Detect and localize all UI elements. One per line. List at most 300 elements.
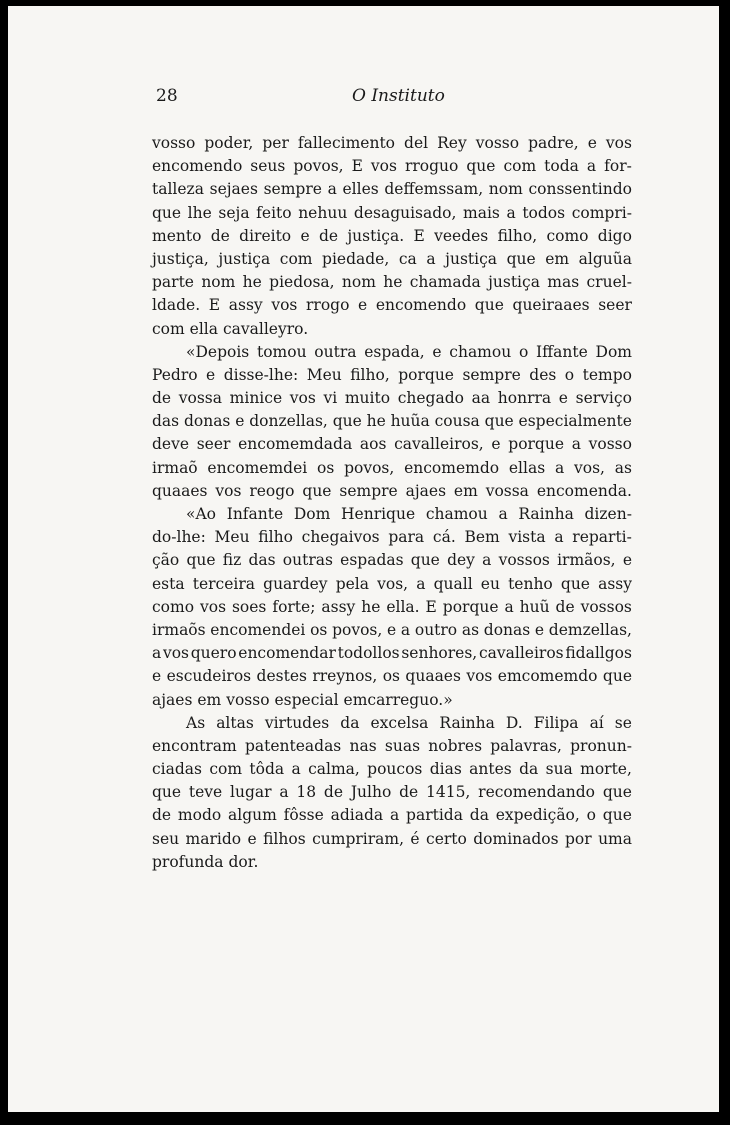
word: cavalleyro. — [222, 319, 309, 338]
word: vos — [605, 134, 632, 152]
text-line — [152, 410, 632, 433]
word: chegado — [397, 389, 464, 408]
word: como — [152, 597, 195, 616]
text-line — [152, 689, 632, 712]
word: e — [235, 412, 245, 431]
word: poucos — [367, 760, 423, 779]
word: quaaes — [152, 481, 208, 500]
word: assy — [321, 597, 356, 616]
word: escudeiros — [166, 667, 252, 686]
word: ajaes — [152, 690, 193, 709]
word: ellas — [508, 458, 546, 477]
word: ca — [398, 249, 417, 268]
word: tomou — [256, 342, 307, 361]
word: cruel- — [586, 273, 632, 292]
word: altas — [216, 713, 254, 732]
word: tôda — [249, 760, 285, 779]
word: a — [279, 783, 289, 802]
word: pela — [335, 574, 369, 593]
word: porque — [508, 435, 565, 454]
word: poder, — [204, 134, 254, 152]
word: especialmente — [518, 412, 632, 431]
word: ella — [189, 319, 219, 338]
word: fallecimento — [297, 134, 396, 152]
word: outras — [282, 551, 333, 570]
word: muito — [344, 389, 391, 408]
text-line — [152, 294, 632, 317]
word: queiraaes — [512, 296, 590, 315]
word: e — [152, 667, 162, 686]
word: nehuu — [298, 203, 348, 222]
word: ajaes — [405, 481, 447, 500]
word: nas — [349, 736, 377, 755]
word: a — [482, 551, 492, 570]
word: tenho — [508, 574, 553, 593]
word: povos, — [293, 157, 344, 176]
word: de — [399, 783, 419, 802]
word: nom — [488, 180, 523, 199]
text-line — [152, 526, 632, 549]
word: outro — [414, 620, 458, 639]
word: vossos — [498, 551, 550, 570]
word: calma, — [308, 760, 360, 779]
text-line — [152, 503, 632, 526]
page-header — [156, 86, 632, 110]
text-line — [152, 596, 632, 619]
word: piedosa, — [269, 273, 335, 292]
word: Infante — [226, 505, 284, 523]
word: As — [186, 713, 206, 732]
text-line — [152, 642, 632, 665]
word: a — [571, 435, 581, 454]
word: cumpriram, — [312, 829, 405, 848]
word: demzellas, — [548, 620, 632, 639]
word: a — [291, 760, 301, 779]
word: sempre — [263, 180, 322, 199]
word: dizen- — [584, 505, 632, 523]
word: cá. — [432, 528, 456, 547]
word: cavalleiros — [478, 644, 564, 663]
word: porque — [442, 597, 499, 616]
word: justiça — [218, 249, 271, 268]
word: que — [484, 412, 514, 431]
word: as — [461, 620, 480, 639]
body-text — [152, 132, 632, 874]
word: vos, — [377, 574, 409, 593]
word: mais — [463, 203, 500, 222]
word: «Depois — [186, 342, 250, 361]
word: vos, — [573, 458, 605, 477]
word: per — [262, 134, 289, 152]
word: a — [504, 597, 514, 616]
word: E — [425, 597, 437, 616]
word: parte — [152, 273, 194, 292]
word: aa — [471, 389, 491, 408]
word: sempre — [462, 365, 521, 384]
word: se — [614, 713, 632, 732]
word: E — [351, 157, 363, 176]
word: E — [413, 226, 425, 245]
word: soes — [231, 597, 267, 616]
word: vossos — [580, 597, 632, 616]
word: povos, — [344, 458, 395, 477]
word: justiça — [445, 249, 498, 268]
word: reogo — [249, 481, 295, 500]
word: Pedro — [152, 365, 198, 384]
word: todollos — [337, 644, 400, 663]
text-line — [152, 804, 632, 827]
word: emcarreguo.» — [343, 690, 453, 709]
word: que — [152, 203, 182, 222]
word: para — [388, 528, 425, 547]
word: fôsse — [283, 806, 324, 825]
word: encomendar — [238, 644, 336, 663]
text-line — [152, 781, 632, 804]
word: desaguisado, — [353, 203, 457, 222]
word: 18 — [296, 783, 317, 802]
word: certo — [426, 829, 467, 848]
word: que — [560, 574, 590, 593]
word: esta — [152, 574, 185, 593]
word: assy — [228, 296, 263, 315]
word: vosso — [475, 134, 520, 152]
word: a — [554, 458, 565, 477]
word: excelsa — [370, 713, 429, 732]
text-line — [152, 549, 632, 572]
word: Julho — [350, 783, 392, 802]
word: morte, — [580, 760, 632, 779]
text-line — [152, 828, 632, 851]
word: do-lhe: — [152, 528, 206, 547]
word: vosso — [588, 435, 632, 454]
word: das — [152, 412, 180, 431]
word: a — [586, 157, 597, 176]
word: donas — [483, 620, 531, 639]
word: fiz — [222, 551, 242, 570]
word: donas — [183, 412, 231, 431]
word: irmaõ — [152, 458, 198, 477]
word: a — [400, 620, 411, 639]
word: aí — [589, 713, 604, 732]
text-line — [152, 364, 632, 387]
word: que — [474, 296, 504, 315]
word: expedição, — [495, 806, 580, 825]
word: partida — [406, 806, 463, 825]
word: os — [310, 620, 328, 639]
running-title: O Instituto — [352, 86, 445, 106]
word: adiada — [330, 806, 384, 825]
word: encontram — [152, 736, 237, 755]
word: encomenda. — [536, 481, 632, 500]
word: dominados — [473, 829, 559, 848]
text-line — [152, 665, 632, 688]
word: fidallgos — [565, 644, 632, 663]
word: chamada — [409, 273, 481, 292]
word: e — [247, 829, 257, 848]
word: de — [318, 226, 339, 245]
word: a — [327, 180, 337, 199]
word: digo — [597, 226, 632, 245]
word: donzellas, — [249, 412, 328, 431]
word: outra — [314, 342, 357, 361]
word: e — [558, 389, 568, 408]
word: quero — [190, 644, 237, 663]
word: he — [366, 412, 386, 431]
word: virtudes — [264, 713, 330, 732]
word: mento — [152, 226, 202, 245]
word: que — [602, 667, 632, 686]
word: vos — [289, 389, 316, 408]
word: honrra — [497, 389, 552, 408]
word: espada, — [364, 342, 425, 361]
word: que — [602, 806, 632, 825]
word: de — [210, 226, 230, 245]
word: filho — [258, 528, 293, 547]
word: rreynos, — [312, 667, 378, 686]
word: patenteadas — [244, 736, 342, 755]
word: das — [248, 551, 276, 570]
word: forte; — [272, 597, 316, 616]
text-line — [152, 155, 632, 178]
word: marido — [185, 829, 242, 848]
text-line — [152, 619, 632, 642]
word: Henrique — [341, 505, 416, 523]
word: especial — [274, 690, 339, 709]
text-line — [152, 271, 632, 294]
word: teve — [188, 783, 223, 802]
word: aos — [359, 435, 387, 454]
text-line — [152, 248, 632, 271]
word: filho, — [497, 226, 538, 245]
word: vi — [323, 389, 338, 408]
word: encomendo — [375, 296, 467, 315]
word: sempre — [339, 481, 398, 500]
word: antes — [469, 760, 512, 779]
word: vos — [162, 644, 190, 663]
word: cavalleiros, — [394, 435, 484, 454]
word: como — [546, 226, 589, 245]
word: encomemdo — [404, 458, 500, 477]
word: Meu — [214, 528, 250, 547]
word: tempo — [582, 365, 632, 384]
word: nom — [201, 273, 236, 292]
word: porque — [398, 365, 454, 384]
word: justiça, — [152, 249, 209, 268]
text-line — [152, 178, 632, 201]
word: e — [206, 365, 216, 384]
word: encomemdada — [238, 435, 353, 454]
word: 1415, — [425, 783, 471, 802]
word: com — [152, 319, 185, 338]
word: vossa — [178, 389, 223, 408]
page-number: 28 — [156, 86, 178, 106]
word: algum — [228, 806, 277, 825]
word: irmãos, — [557, 551, 616, 570]
word: seja — [218, 203, 250, 222]
word: sua — [545, 760, 573, 779]
word: as — [614, 458, 632, 477]
word: e — [358, 296, 368, 315]
word: serviço — [575, 389, 632, 408]
word: em — [197, 690, 222, 709]
word: em — [545, 249, 570, 268]
word: alguũa — [578, 249, 632, 268]
word: todos — [522, 203, 566, 222]
word: he — [361, 597, 381, 616]
word: Rey — [437, 134, 467, 152]
word: seer — [196, 435, 231, 454]
word: vos — [370, 157, 397, 176]
word: da — [340, 713, 360, 732]
word: os — [317, 458, 335, 477]
word: chamou — [425, 505, 488, 523]
book-page — [8, 6, 719, 1112]
word: minice — [229, 389, 283, 408]
word: espadas — [340, 551, 404, 570]
word: filhos — [263, 829, 306, 848]
word: mas — [547, 273, 580, 292]
word: toda — [544, 157, 579, 176]
word: irmaõs — [152, 620, 206, 639]
word: guardey — [263, 574, 328, 593]
word: sejaes — [209, 180, 258, 199]
word: povos, — [332, 620, 383, 639]
word: conssentindo — [528, 180, 632, 199]
word: e — [534, 620, 545, 639]
word: Filipa — [533, 713, 579, 732]
text-line — [152, 480, 632, 503]
word: Rainha — [439, 713, 495, 732]
word: vossa — [485, 481, 529, 500]
word: a — [506, 203, 516, 222]
text-line — [152, 573, 632, 596]
word: quall — [433, 574, 473, 593]
word: for- — [604, 157, 632, 176]
word: piedade, — [322, 249, 390, 268]
word: o — [518, 342, 529, 361]
word: justiça. — [347, 226, 405, 245]
word: dey — [447, 551, 475, 570]
word: que — [410, 551, 440, 570]
word: com — [503, 157, 537, 176]
word: e — [587, 134, 597, 152]
word: rrogo — [306, 296, 350, 315]
word: vos — [271, 296, 298, 315]
word: ella. — [386, 597, 420, 616]
word: ção — [152, 551, 180, 570]
word: he — [383, 273, 403, 292]
word: vosso — [226, 690, 270, 709]
word: emcomemdo — [497, 667, 598, 686]
word: Rainha — [518, 505, 574, 523]
word: deffemssam, — [384, 180, 484, 199]
word: a — [389, 806, 400, 825]
word: Bem — [464, 528, 500, 547]
word: huũa — [390, 412, 430, 431]
text-line — [152, 851, 632, 874]
word: que — [466, 157, 496, 176]
word: profunda — [152, 852, 224, 871]
word: assy — [598, 574, 632, 593]
word: chegaivos — [301, 528, 380, 547]
word: a — [498, 505, 508, 523]
word: e — [622, 551, 632, 570]
word: com — [209, 760, 243, 779]
word: vos — [215, 481, 242, 500]
word: justiça — [488, 273, 540, 292]
word: a — [426, 249, 436, 268]
word: suas — [384, 736, 421, 755]
word: huũ — [519, 597, 550, 616]
word: compri- — [571, 203, 632, 222]
word: destes — [256, 667, 307, 686]
word: vos — [466, 667, 493, 686]
word: terceira — [192, 574, 256, 593]
text-line — [152, 202, 632, 225]
word: eu — [480, 574, 500, 593]
word: talleza — [152, 180, 204, 199]
word: Dom — [293, 505, 331, 523]
text-line — [152, 341, 632, 364]
word: encomemdei — [207, 458, 308, 477]
text-line — [152, 387, 632, 410]
word: com — [279, 249, 313, 268]
word: Iffante — [536, 342, 588, 361]
word: e — [387, 620, 397, 639]
word: chamou — [449, 342, 512, 361]
word: veedes — [434, 226, 489, 245]
word: é — [410, 829, 420, 848]
word: em — [453, 481, 478, 500]
word: de — [323, 783, 344, 802]
word: nom — [341, 273, 376, 292]
text-line — [152, 735, 632, 758]
word: que — [302, 481, 332, 500]
word: recomendando — [478, 783, 596, 802]
word: vista — [508, 528, 546, 547]
word: da — [469, 806, 489, 825]
word: ldade. — [152, 296, 201, 315]
word: dor. — [228, 852, 259, 871]
word: e — [300, 226, 310, 245]
word: o — [564, 365, 575, 384]
word: feito — [256, 203, 292, 222]
word: e — [432, 342, 442, 361]
word: lugar — [230, 783, 272, 802]
word: he — [242, 273, 262, 292]
word: del — [404, 134, 429, 152]
word: deve — [152, 435, 190, 454]
word: padre, — [528, 134, 579, 152]
word: disse-lhe: — [223, 365, 299, 384]
word: a — [554, 528, 564, 547]
word: os — [382, 667, 401, 686]
word: que — [506, 249, 536, 268]
word: da — [519, 760, 539, 779]
text-line — [152, 318, 632, 341]
word: modo — [177, 806, 222, 825]
word: reparti- — [572, 528, 632, 547]
word: vos — [199, 597, 227, 616]
word: que — [332, 412, 362, 431]
word: seer — [598, 296, 632, 315]
text-line — [152, 712, 632, 735]
text-line — [152, 433, 632, 456]
word: uma — [598, 829, 632, 848]
word: des — [529, 365, 557, 384]
word: dias — [429, 760, 462, 779]
word: palavras, — [490, 736, 562, 755]
